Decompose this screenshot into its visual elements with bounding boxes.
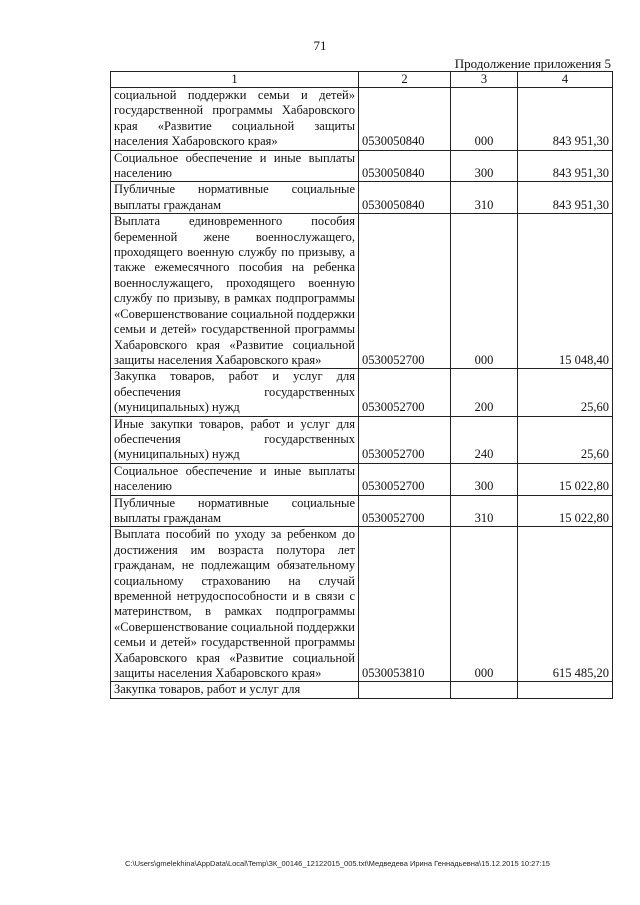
row-description: Выплата единовременного пособия беременной жене военнослужащего, проходящего военную службу по призыву, а также ежемесячного пособия на ребенка военнослужащего, проходящего военную службу по призыву, в рамках подпрограммы «Совершенствование социальной поддержки семьи и детей» государственной программы Хабаровского края «Развитие социальной защиты населения Хабаровского края» — [111, 214, 359, 369]
row-expense-type: 000 — [451, 214, 518, 369]
table-row — [111, 495, 613, 527]
row-target-code: 0530050840 — [359, 150, 451, 182]
row-description: Публичные нормативные социальные выплаты гражданам — [111, 182, 359, 214]
file-path-footer: C:\Users\gmelekhina\AppData\Local\Temp\ЗК_00146_12122015_005.txt\Медведева Ирина Геннадьевна\15.12.2015 10:27:15 — [125, 859, 550, 868]
table-row — [111, 369, 613, 416]
table-row — [111, 527, 613, 682]
row-amount: 15 022,80 — [518, 495, 613, 527]
row-amount: 843 951,30 — [518, 150, 613, 182]
row-expense-type: 310 — [451, 182, 518, 214]
row-description: Публичные нормативные социальные выплаты гражданам — [111, 495, 359, 527]
column-header-2: 2 — [359, 72, 451, 88]
page-number: 71 — [313, 38, 327, 53]
row-target-code: 0530052700 — [359, 463, 451, 495]
budget-table — [110, 71, 613, 699]
row-description: Иные закупки товаров, работ и услуг для обеспечения государственных (муниципальных) нужд — [111, 416, 359, 463]
row-target-code: 0530050840 — [359, 182, 451, 214]
row-description: Социальное обеспечение и иные выплаты населению — [111, 463, 359, 495]
row-expense-type: 000 — [451, 527, 518, 682]
table-row — [111, 416, 613, 463]
row-description: Закупка товаров, работ и услуг для — [111, 682, 359, 698]
row-target-code — [359, 682, 451, 698]
row-amount — [518, 682, 613, 698]
column-header-3: 3 — [451, 72, 518, 88]
row-expense-type: 240 — [451, 416, 518, 463]
row-amount: 15 022,80 — [518, 463, 613, 495]
row-target-code: 0530050840 — [359, 88, 451, 151]
row-expense-type — [451, 682, 518, 698]
row-amount: 15 048,40 — [518, 214, 613, 369]
table-row — [111, 88, 613, 151]
row-amount: 843 951,30 — [518, 88, 613, 151]
row-expense-type: 300 — [451, 150, 518, 182]
row-expense-type: 310 — [451, 495, 518, 527]
row-target-code: 0530053810 — [359, 527, 451, 682]
appendix-continuation-label: Продолжение приложения 5 — [454, 56, 611, 71]
row-amount: 615 485,20 — [518, 527, 613, 682]
row-target-code: 0530052700 — [359, 495, 451, 527]
row-amount: 25,60 — [518, 369, 613, 416]
column-header-4: 4 — [518, 72, 613, 88]
row-description: социальной поддержки семьи и детей» государственной программы Хабаровского края «Развитие социальной защиты населения Хабаровского края» — [111, 88, 359, 151]
row-amount: 843 951,30 — [518, 182, 613, 214]
row-target-code: 0530052700 — [359, 416, 451, 463]
table-row — [111, 182, 613, 214]
row-target-code: 0530052700 — [359, 214, 451, 369]
row-expense-type: 200 — [451, 369, 518, 416]
row-description: Социальное обеспечение и иные выплаты населению — [111, 150, 359, 182]
table-header-row — [111, 72, 613, 88]
row-description: Выплата пособий по уходу за ребенком до достижения им возраста полутора лет гражданам, не подлежащим обязательному социальному страхованию на случай временной нетрудоспособности и в связи с материнством, в рамках подпрограммы «Совершенствование социальной поддержки семьи и детей» государственной программы Хабаровского края «Развитие социальной защиты населения Хабаровского края» — [111, 527, 359, 682]
row-description: Закупка товаров, работ и услуг для обеспечения государственных (муниципальных) нужд — [111, 369, 359, 416]
table-row — [111, 682, 613, 698]
table-row — [111, 150, 613, 182]
row-expense-type: 300 — [451, 463, 518, 495]
row-expense-type: 000 — [451, 88, 518, 151]
column-header-1: 1 — [111, 72, 359, 88]
table-row — [111, 463, 613, 495]
table-row — [111, 214, 613, 369]
row-target-code: 0530052700 — [359, 369, 451, 416]
row-amount: 25,60 — [518, 416, 613, 463]
